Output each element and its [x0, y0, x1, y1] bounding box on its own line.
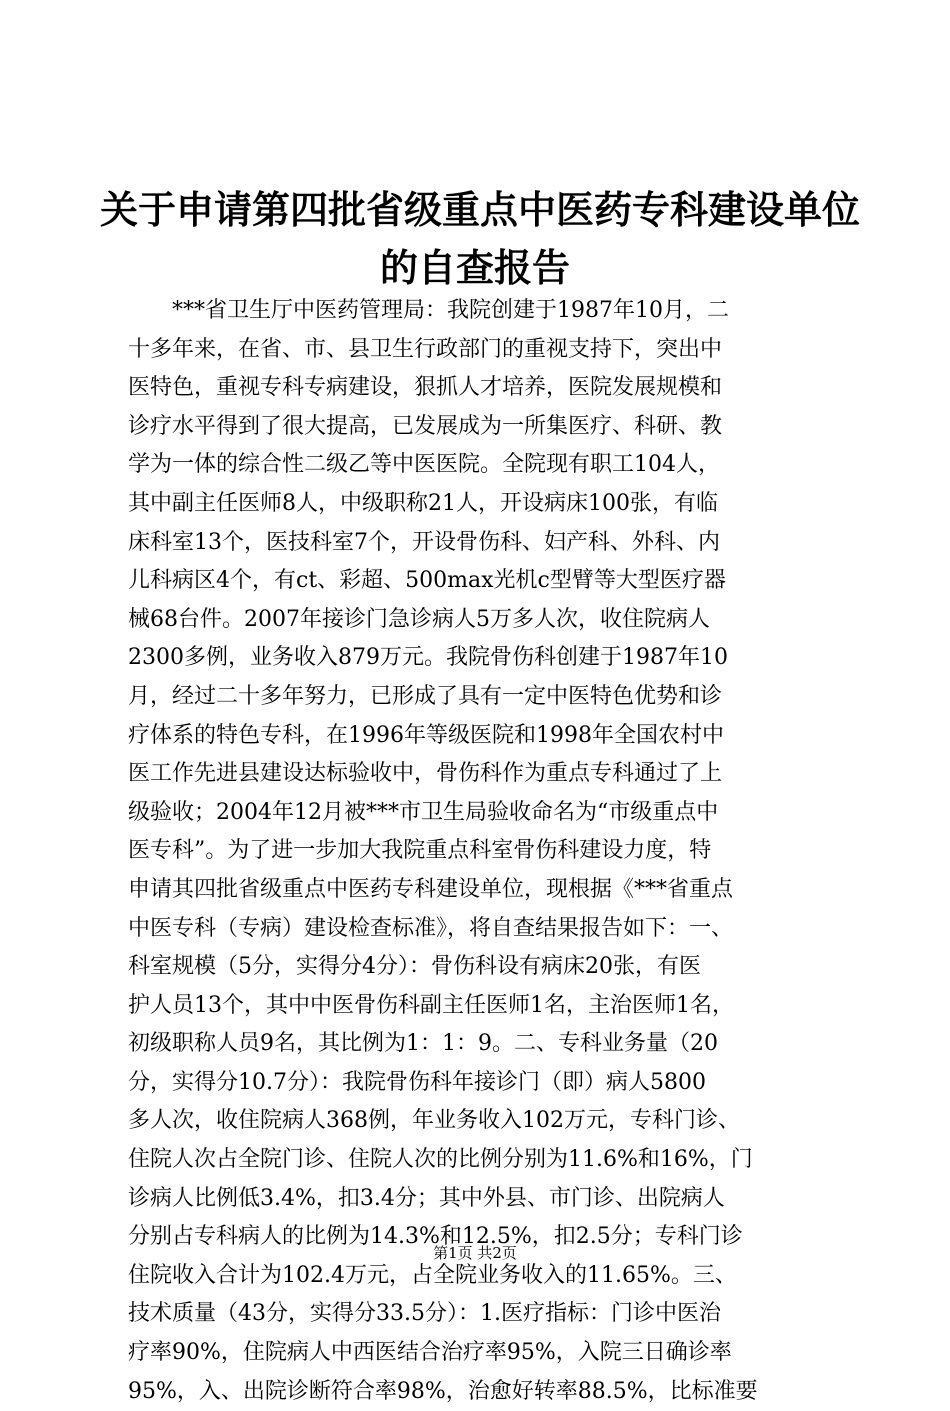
body-line: 护人员13个，其中中医骨伤科副主任医师1名，主治医师1名， [128, 992, 734, 1018]
body-line: 住院收入合计为102.4万元，占全院业务收入的11.65%。三、 [128, 1262, 737, 1288]
body-line: 95%，入、出院诊断符合率98%，治愈好转率88.5%，比标准要 [128, 1378, 758, 1404]
body-line: 科室规模（5分，实得分4分）：骨伤科设有病床20张，有医 [128, 954, 701, 980]
document-title-line-1: 关于申请第四批省级重点中医药专科建设单位 [100, 188, 861, 232]
body-line: 医专科”。为了进一步加大我院重点科室骨伤科建设力度，特 [128, 838, 712, 864]
body-line: 住院人次占全院门诊、住院人次的比例分别为11.6%和16%，门 [128, 1147, 753, 1173]
body-line: 医工作先进县建设达标验收中，骨伤科作为重点专科通过了上 [128, 761, 723, 787]
body-line: 分，实得分10.7分）：我院骨伤科年接诊门（即）病人5800 [128, 1069, 706, 1095]
body-line: 械68台件。2007年接诊门急诊病人5万多人次，收住院病人 [128, 606, 710, 632]
body-line: 2300多例，业务收入879万元。我院骨伤科创建于1987年10 [128, 645, 728, 671]
body-line: 疗率90%，住院病人中西医结合治疗率95%，入院三日确诊率 [128, 1340, 732, 1366]
page-number-footer: 第1页 共2页 [433, 1244, 517, 1262]
body-line: 中医专科（专病）建设检查标准》，将自查结果报告如下：一、 [128, 915, 734, 941]
body-line: 儿科病区4个，有ct、彩超、500max光机c型臂等大型医疗器 [128, 568, 726, 594]
body-line: 多人次，收住院病人368例，年业务收入102万元，专科门诊、 [128, 1108, 740, 1134]
body-line: 技术质量（43分，实得分33.5分）：1.医疗指标：门诊中医治 [128, 1301, 721, 1327]
body-line: 初级职称人员9名，其比例为1：1：9。二、专科业务量（20 [128, 1031, 718, 1057]
body-line: 诊疗水平得到了很大提高，已发展成为一所集医疗、科研、教 [128, 413, 723, 439]
body-line: 十多年来，在省、市、县卫生行政部门的重视支持下，突出中 [128, 336, 723, 362]
body-line: 医特色，重视专科专病建设，狠抓人才培养，医院发展规模和 [128, 375, 723, 401]
body-line: 月，经过二十多年努力，已形成了具有一定中医特色优势和诊 [128, 683, 723, 709]
body-line: ***省卫生厅中医药管理局：我院创建于1987年10月，二 [128, 298, 729, 323]
body-line: 学为一体的综合性二级乙等中医医院。全院现有职工104人， [128, 452, 720, 478]
body-line: 级验收；2004年12月被***市卫生局验收命名为“市级重点中 [128, 799, 719, 825]
body-line: 诊病人比例低3.4%，扣3.4分；其中外县、市门诊、出院病人 [128, 1185, 725, 1211]
body-line: 床科室13个，医技科室7个，开设骨伤科、妇产科、外科、内 [128, 529, 720, 555]
body-line: 疗体系的特色专科，在1996年等级医院和1998年全国农村中 [128, 722, 724, 748]
body-line: 其中副主任医师8人，中级职称21人，开设病床100张，有临 [128, 490, 718, 516]
body-line: 申请其四批省级重点中医药专科建设单位，现根据《***省重点 [128, 876, 734, 902]
document-title-line-2: 的自查报告 [379, 246, 570, 290]
body-line: 分别占专科病人的比例为14.3%和12.5%，扣2.5分；专科门诊 [128, 1224, 743, 1250]
